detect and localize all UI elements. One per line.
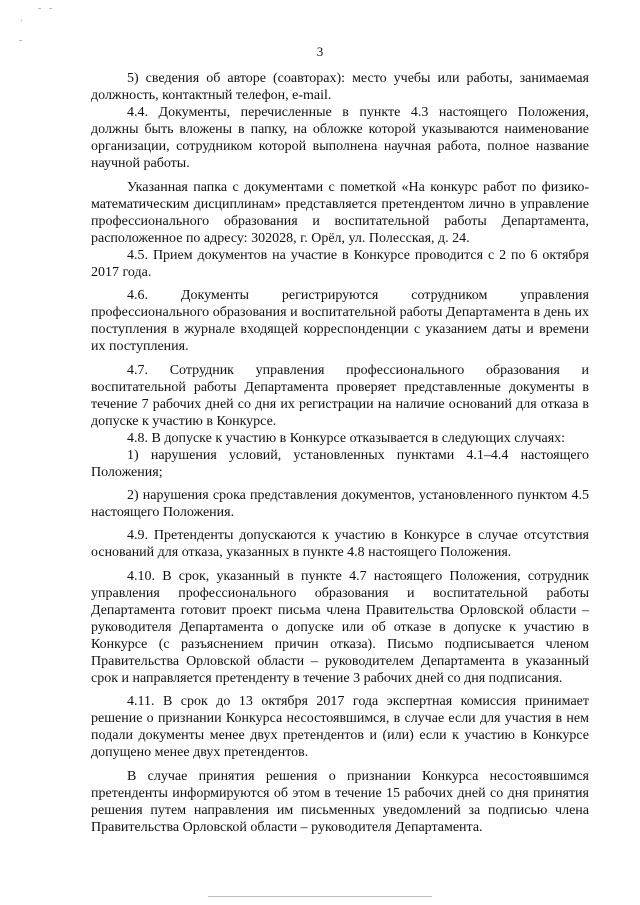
- paragraph-4-9: 4.9. Претенденты допускаются к участию в Конкурсе в случае отсутствия оснований для отказа, указанных в пункте 4.8 настоящего Положения.: [91, 528, 589, 561]
- paragraph-4-11: 4.11. В срок до 13 октября 2017 года экспертная комиссия принимает решение о признании Конкурса несостоявшимся, в случае если для участия в нем подали документы менее двух претендентов и (или) если к участию в Конкурсе допущено менее двух претендентов.: [91, 694, 589, 761]
- paragraph-4-5: 4.5. Прием документов на участие в Конкурсе проводится с 2 по 6 октября 2017 года.: [91, 247, 589, 281]
- paragraph-4-8-item-1: 1) нарушения условий, установленных пунктами 4.1–4.4 настоящего Положения;: [91, 447, 589, 481]
- paragraph-4-6: 4.6. Документы регистрируются сотрудником управления профессионального образования и воспитательной работы Департамента в день их поступления в журнале входящей корреспонденции с указанием даты и времени их поступления.: [91, 288, 589, 355]
- scan-mark: -: [49, 3, 53, 14]
- paragraph-4-8: 4.8. В допуске к участию в Конкурсе отказывается в следующих случаях:: [127, 430, 566, 446]
- scan-mark: -: [19, 35, 23, 46]
- paragraph-4-8-item-2: 2) нарушения срока представления документов, установленного пунктом 4.5 настоящего Положения.: [91, 488, 589, 521]
- scan-mark: .: [20, 13, 23, 24]
- paragraph-folder-submission: Указанная папка с документами с пометкой «На конкурс работ по физико-математическим дисциплинам» представляется претендентом лично в управление профессионального образования и воспитательной работы Департамента, расположенное по адресу: 302028, г. Орёл, ул. Полесская, д. 24.: [91, 179, 589, 246]
- scan-mark: -: [38, 3, 42, 14]
- page-number: 3: [316, 44, 324, 59]
- paragraph-author-info: 5) сведения об авторе (соавторах): место учебы или работы, занимаемая должность, контактный телефон, e-mail.: [91, 71, 589, 104]
- paragraph-not-held: В случае принятия решения о признании Конкурса несостоявшимся претенденты информируются об этом в течение 15 рабочих дней со дня принятия решения путем направления им письменных уведомлений за подписью члена Правительства Орловской области – руководителя Департамента.: [91, 768, 589, 835]
- footer-divider: [208, 896, 432, 897]
- paragraph-4-4: 4.4. Документы, перечисленные в пункте 4.3 настоящего Положения, должны быть вложены в папку, на обложке которой указываются наименование организации, сотрудником которой выполнена научная работа, полное название научной работы.: [91, 105, 589, 172]
- document-body: [91, 70, 589, 836]
- paragraph-4-10: 4.10. В срок, указанный в пункте 4.7 настоящего Положения, сотрудник управления профессионального образования и воспитательной работы Департамента готовит проект письма члена Правительства Орловской области – руководителя Департамента о допуске или об отказе в допуске к участию в Конкурсе (с разъяснением причин отказа). Письмо подписывается членом Правительства Орловской области – руководителем Департамента в указанный срок и направляется претенденту в течение 3 рабочих дней со дня подписания.: [91, 568, 589, 687]
- paragraph-4-7: 4.7. Сотрудник управления профессионального образования и воспитательной работы Департамента проверяет представленные документы в течение 7 рабочих дней со дня их регистрации на наличие оснований для отказа в допуске к участию в Конкурсе.: [91, 362, 589, 429]
